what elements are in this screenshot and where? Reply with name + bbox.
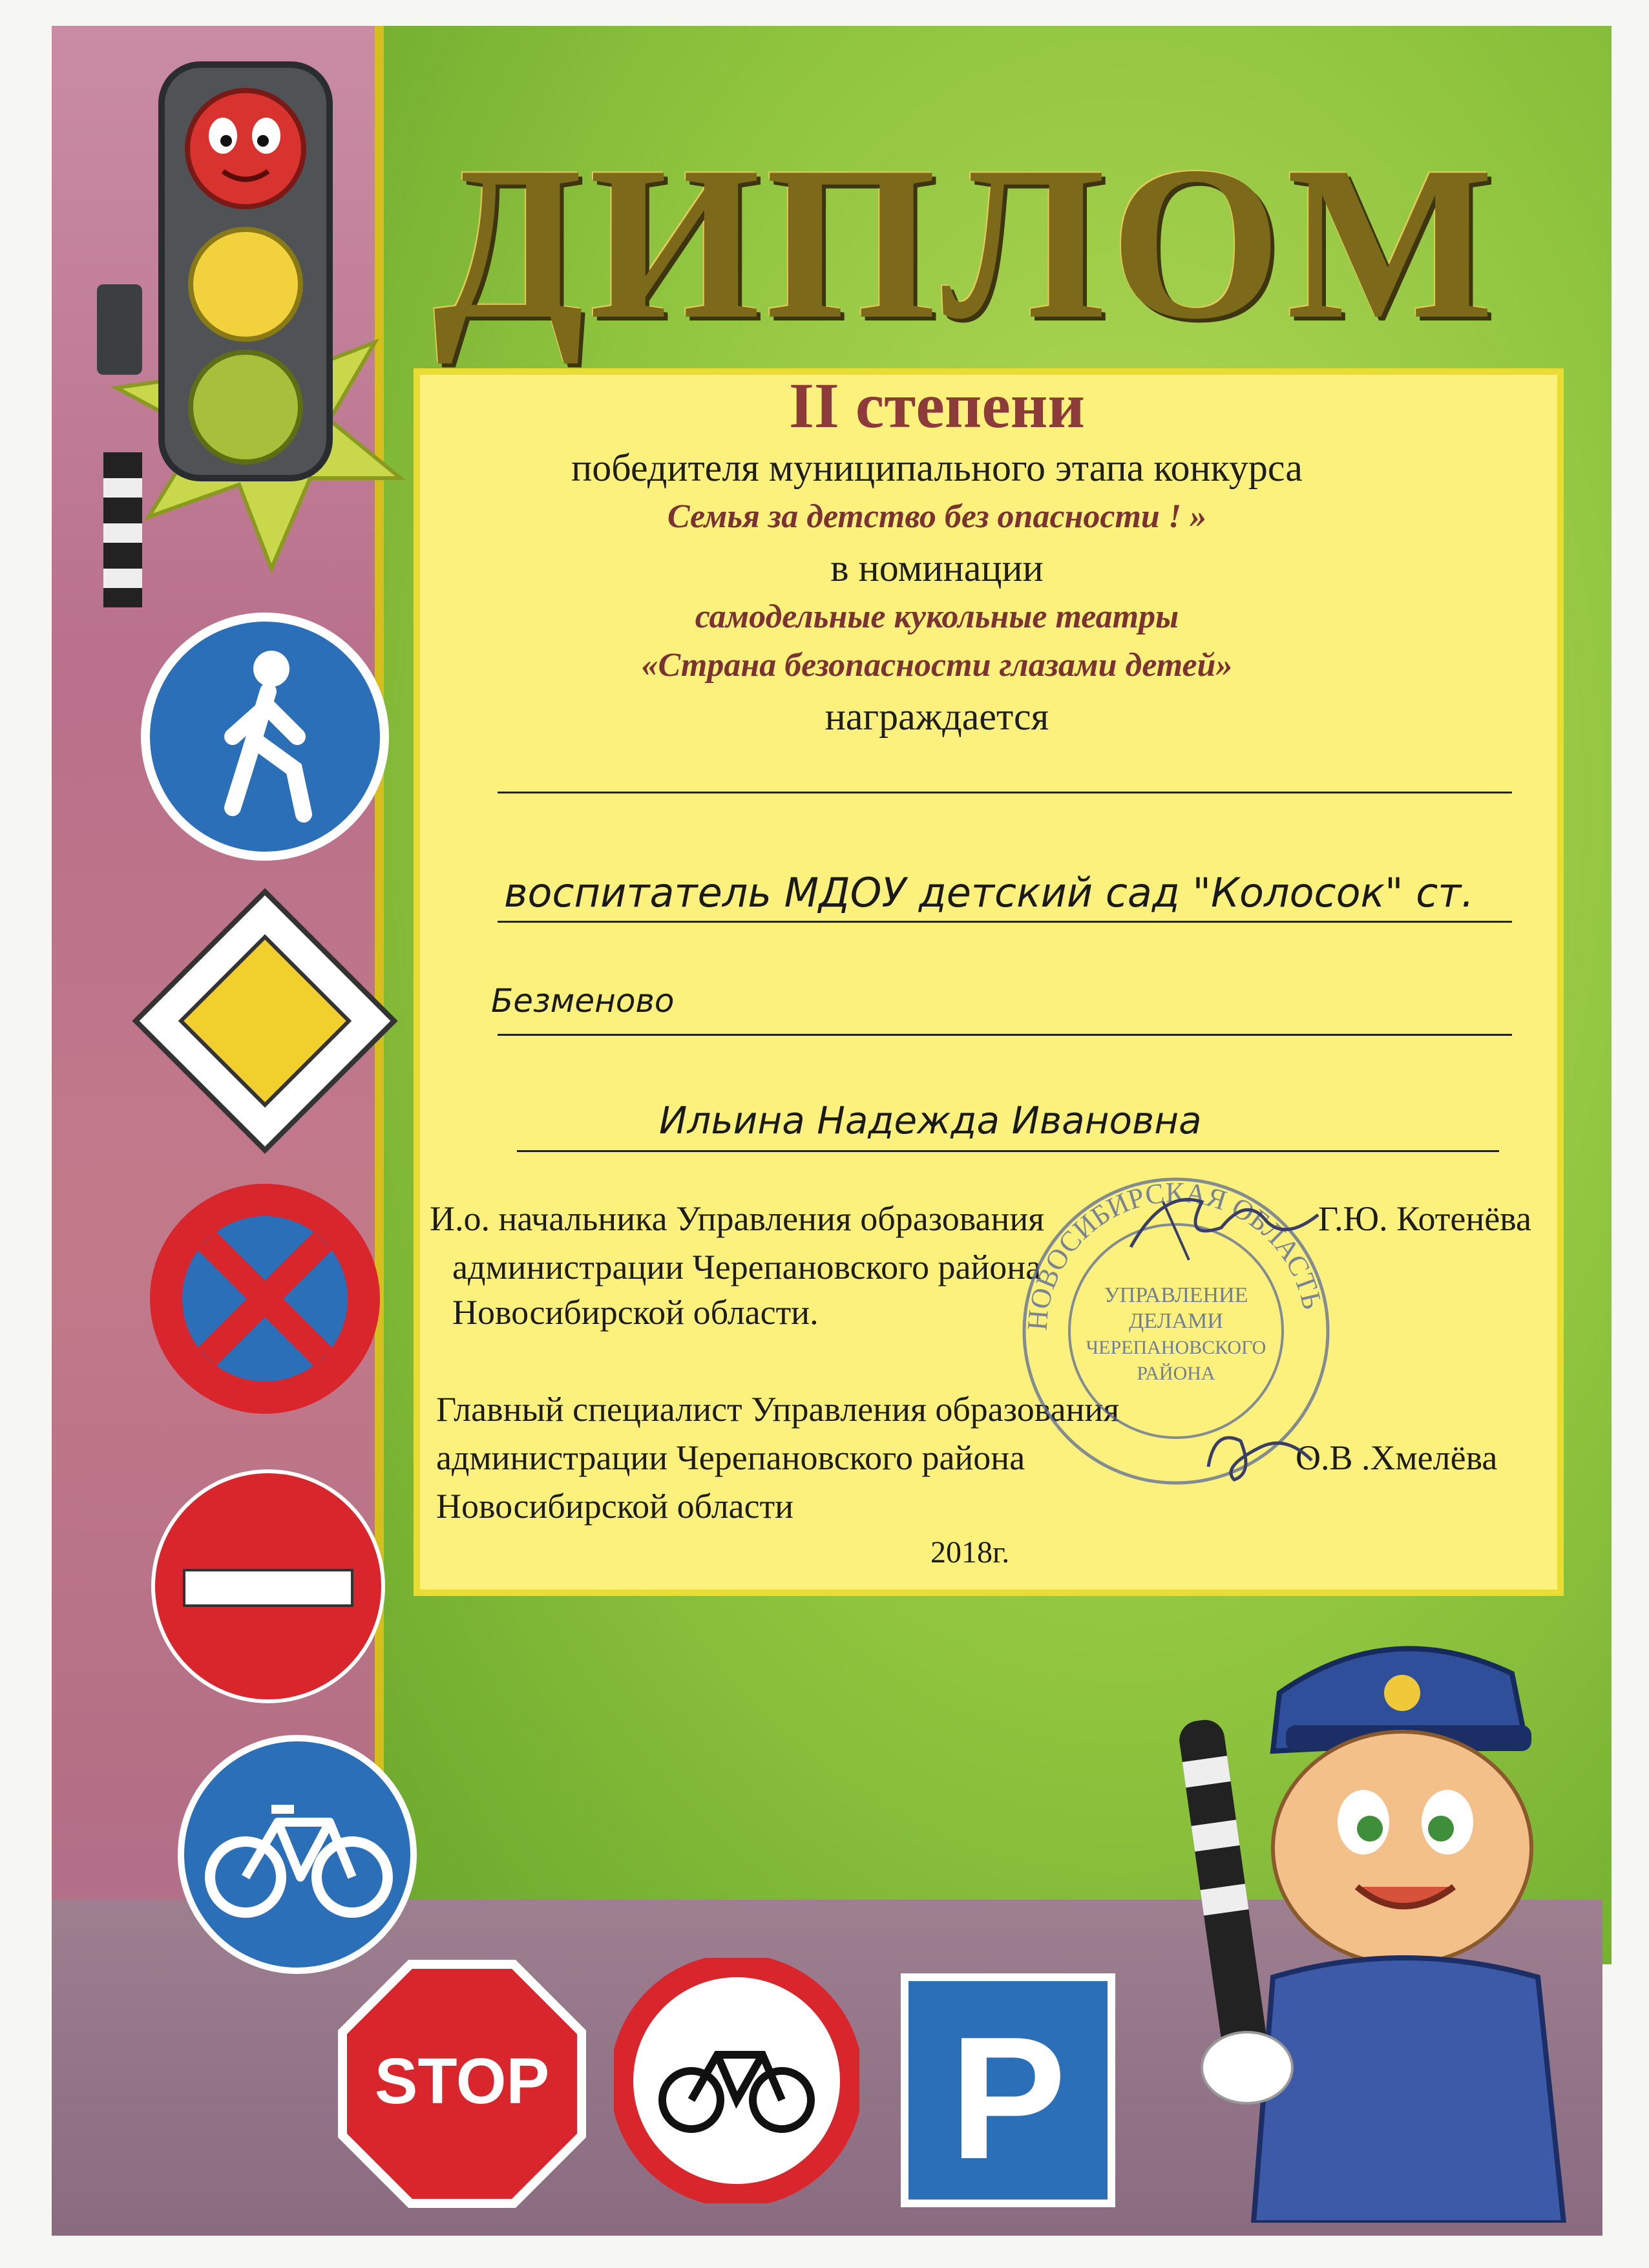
signatory-1-position-a: И.о. начальника Управления образования xyxy=(430,1199,1045,1238)
signatory-2-position-a: Главный специалист Управления образования xyxy=(436,1390,1120,1429)
signatory-1-position-b: администрации Черепановского района xyxy=(452,1248,1042,1286)
stamp-ring-text: НОВОСИБИРСКАЯ ОБЛАСТЬ xyxy=(1021,1176,1329,1332)
signature-1 xyxy=(1124,1176,1331,1266)
no-entry-sign-icon xyxy=(149,1467,388,1706)
signatory-1-name: Г.Ю. Котенёва xyxy=(1318,1199,1531,1238)
bicycle-path-sign-icon xyxy=(174,1732,420,1977)
signatory-2-position-b: администрации Черепановского района xyxy=(436,1438,1025,1477)
issue-year: 2018г. xyxy=(930,1535,1010,1570)
signatory-1-position-c: Новосибирской области. xyxy=(452,1293,819,1332)
fill-line-4 xyxy=(517,1150,1499,1152)
contest-name: Семья за детство без опасности ! » xyxy=(667,498,1207,535)
handwritten-line-1: воспитатель МДОУ детский сад "Колосок" ст. xyxy=(504,869,1475,916)
no-stopping-sign-icon xyxy=(142,1176,388,1422)
parking-sign-icon xyxy=(898,1971,1118,2210)
signatory-2-position-c: Новосибирской области xyxy=(436,1487,794,1526)
pedestrian-sign-icon xyxy=(136,607,394,866)
stamp-line-2: ДЕЛАМИ xyxy=(1129,1309,1223,1333)
degree-line: II степени xyxy=(789,370,1085,441)
nomination-label: в номинации xyxy=(830,547,1044,589)
awarded-label: награждается xyxy=(824,695,1049,738)
nomination-line-1: самодельные кукольные театры xyxy=(695,598,1179,635)
fill-line-1 xyxy=(498,792,1512,793)
parking-sign-label: P xyxy=(949,2001,1067,2196)
stamp-line-4: РАЙОНА xyxy=(1137,1363,1215,1384)
fill-line-3 xyxy=(498,1034,1512,1036)
diploma-title: ДИПЛОМ xyxy=(433,121,1499,364)
signature-2 xyxy=(1195,1415,1325,1493)
fill-line-2 xyxy=(498,921,1512,923)
stop-sign-icon xyxy=(336,1958,588,2210)
stamp-line-3: ЧЕРЕПАНОВСКОГО xyxy=(1086,1337,1266,1358)
traffic-officer-illustration xyxy=(1176,1577,1628,2223)
signatory-2-name: О.В .Хмелёва xyxy=(1296,1438,1498,1477)
no-bicycles-sign-icon xyxy=(614,1958,859,2203)
handwritten-line-3: Ильина Надежда Ивановна xyxy=(659,1098,1202,1142)
stamp-line-1: УПРАВЛЕНИЕ xyxy=(1104,1283,1248,1307)
priority-road-sign-icon xyxy=(129,885,401,1157)
winner-line: победителя муниципального этапа конкурса xyxy=(571,446,1303,489)
nomination-line-2: «Страна безопасности глазами детей» xyxy=(641,647,1233,684)
stop-sign-label: STOP xyxy=(374,2045,550,2117)
handwritten-line-2: Безменово xyxy=(491,982,675,1020)
